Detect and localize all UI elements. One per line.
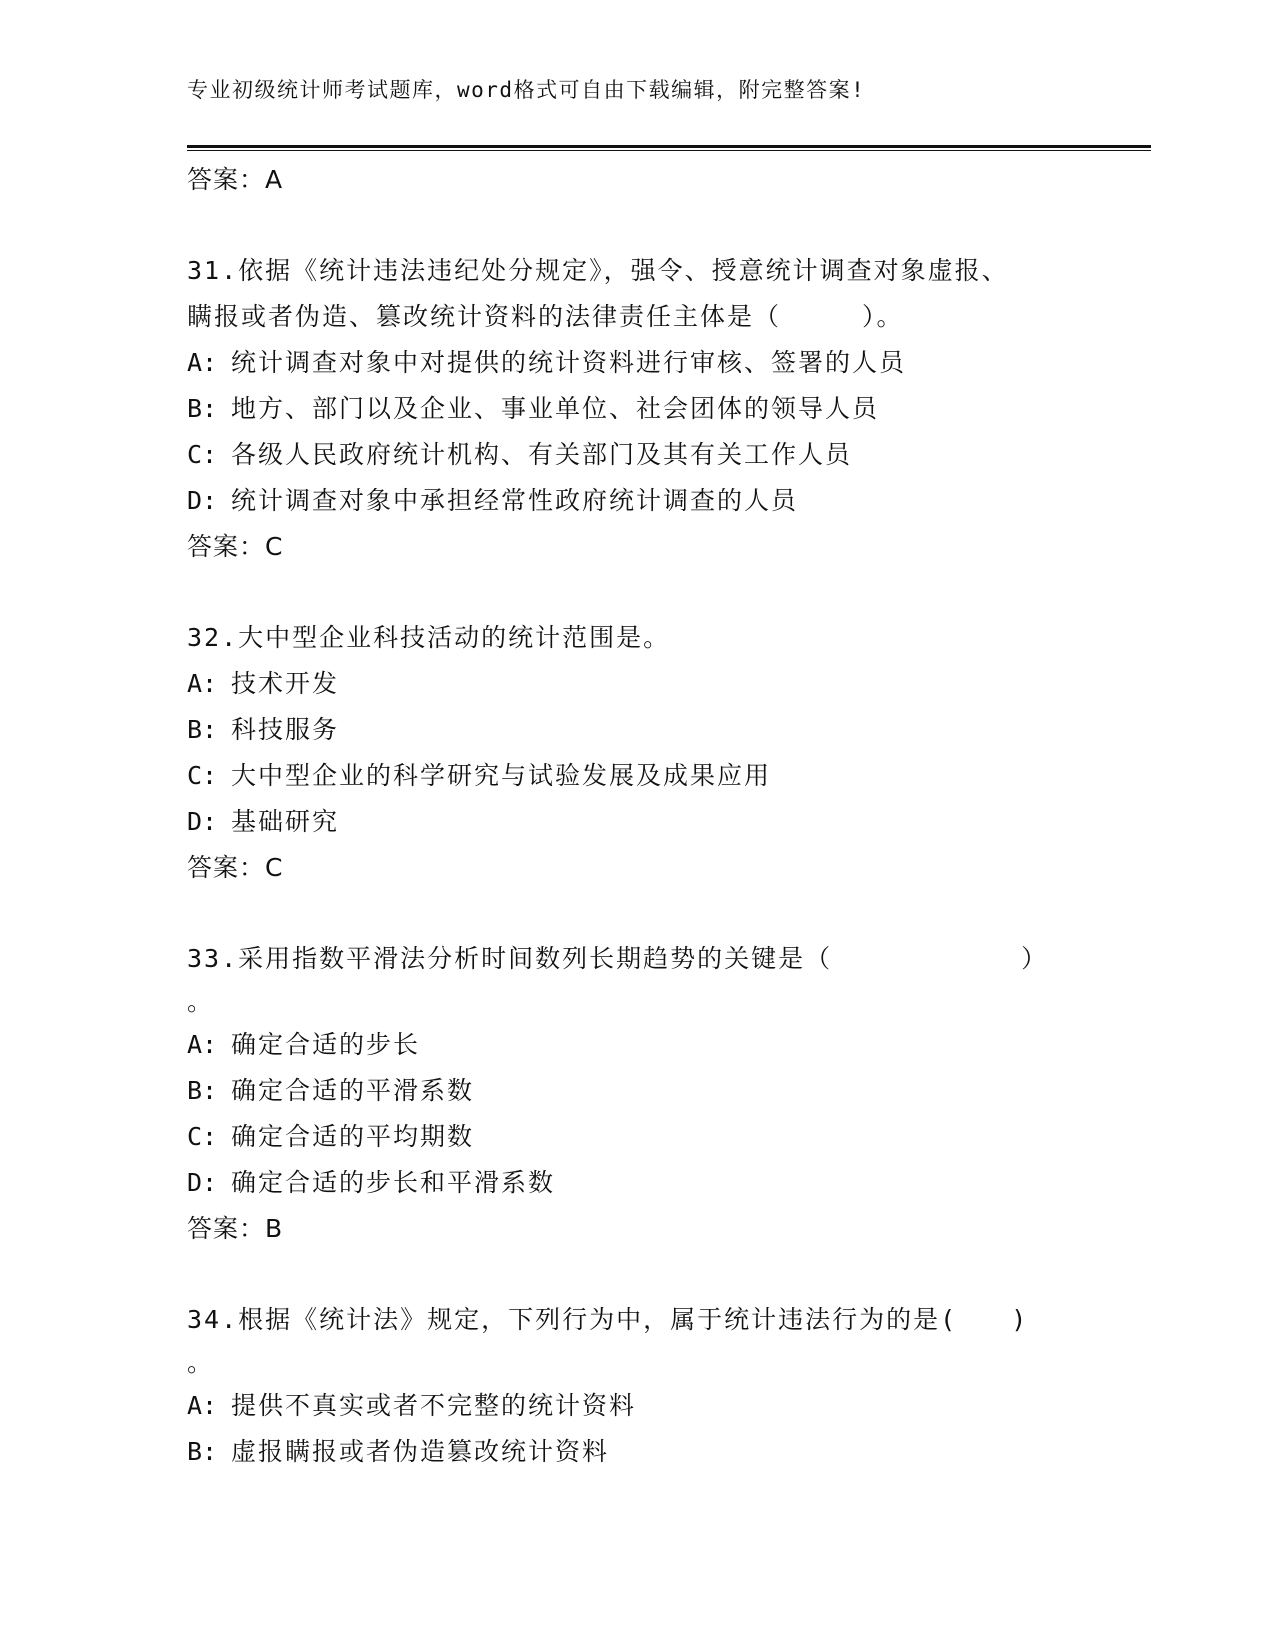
- option-text: 地方、部门以及企业、事业单位、社会团体的领导人员: [231, 394, 880, 423]
- option-letter: D:: [187, 807, 218, 836]
- question-34: [187, 1297, 1137, 1475]
- option-text: 确定合适的平均期数: [231, 1122, 475, 1151]
- option-d: [187, 478, 1137, 524]
- header-rule-thick: [187, 145, 1151, 148]
- option-a: [187, 1383, 1137, 1429]
- option-text: 统计调查对象中对提供的统计资料进行审核、签署的人员: [231, 348, 907, 377]
- answer-label: 答案：: [187, 853, 266, 882]
- question-31: [187, 248, 1137, 570]
- answer-value: A: [265, 165, 283, 194]
- option-text: 虚报瞒报或者伪造篡改统计资料: [231, 1437, 610, 1466]
- option-letter: B:: [187, 1437, 218, 1466]
- option-text: 各级人民政府统计机构、有关部门及其有关工作人员: [231, 440, 853, 469]
- spacer: [187, 891, 1137, 936]
- option-text: 确定合适的步长: [231, 1030, 421, 1059]
- option-text: 大中型企业的科学研究与试验发展及成果应用: [231, 761, 772, 790]
- option-text: 科技服务: [231, 715, 340, 744]
- option-b: [187, 386, 1137, 432]
- spacer: [187, 570, 1137, 615]
- option-text: 确定合适的步长和平滑系数: [231, 1168, 556, 1197]
- option-c: [187, 432, 1137, 478]
- answer-value: C: [265, 532, 283, 561]
- document-content: [187, 157, 1137, 1475]
- question-text-line: 31.依据《统计违法违纪处分规定》，强令、授意统计调查对象虚报、: [187, 256, 1009, 285]
- option-a: [187, 661, 1137, 707]
- question-text-line: 。: [187, 1348, 215, 1377]
- option-a: [187, 340, 1137, 386]
- answer-label: 答案：: [187, 532, 266, 561]
- option-letter: D:: [187, 1168, 218, 1197]
- option-letter: C:: [187, 761, 218, 790]
- question-text-line: 。: [187, 987, 215, 1016]
- option-c: [187, 1114, 1137, 1160]
- option-b: [187, 1068, 1137, 1114]
- spacer: [187, 203, 1137, 248]
- answer-line: [187, 157, 1137, 203]
- option-letter: A:: [187, 348, 218, 377]
- option-b: [187, 1429, 1137, 1475]
- option-text: 提供不真实或者不完整的统计资料: [231, 1391, 637, 1420]
- option-letter: A:: [187, 669, 218, 698]
- option-letter: B:: [187, 1076, 218, 1105]
- header-note: 专业初级统计师考试题库，word格式可自由下载编辑，附完整答案!: [187, 78, 866, 102]
- option-text: 确定合适的平滑系数: [231, 1076, 475, 1105]
- option-letter: A:: [187, 1391, 218, 1420]
- question-text-line: 34.根据《统计法》规定，下列行为中，属于统计违法行为的是( ): [187, 1305, 1029, 1334]
- header-rule-thin: [187, 150, 1151, 151]
- option-letter: B:: [187, 715, 218, 744]
- option-letter: B:: [187, 394, 218, 423]
- option-letter: D:: [187, 486, 218, 515]
- question-33: [187, 936, 1137, 1252]
- option-a: [187, 1022, 1137, 1068]
- option-letter: C:: [187, 440, 218, 469]
- option-letter: A:: [187, 1030, 218, 1059]
- option-c: [187, 753, 1137, 799]
- option-letter: C:: [187, 1122, 218, 1151]
- answer-line: [187, 524, 1137, 570]
- answer-line: [187, 1206, 1137, 1252]
- answer-line: [187, 845, 1137, 891]
- answer-label: 答案：: [187, 165, 266, 194]
- option-text: 技术开发: [231, 669, 340, 698]
- question-text-line: 33.采用指数平滑法分析时间数列长期趋势的关键是（ ）: [187, 944, 1049, 973]
- option-text: 统计调查对象中承担经常性政府统计调查的人员: [231, 486, 799, 515]
- question-text-line: 32.大中型企业科技活动的统计范围是。: [187, 623, 671, 652]
- option-d: [187, 1160, 1137, 1206]
- question-text-line: 瞒报或者伪造、篡改统计资料的法律责任主体是（ ）。: [187, 302, 904, 331]
- answer-value: B: [265, 1214, 283, 1243]
- spacer: [187, 1252, 1137, 1297]
- answer-value: C: [265, 853, 283, 882]
- answer-label: 答案：: [187, 1214, 266, 1243]
- option-d: [187, 799, 1137, 845]
- option-b: [187, 707, 1137, 753]
- option-text: 基础研究: [231, 807, 340, 836]
- question-32: [187, 615, 1137, 891]
